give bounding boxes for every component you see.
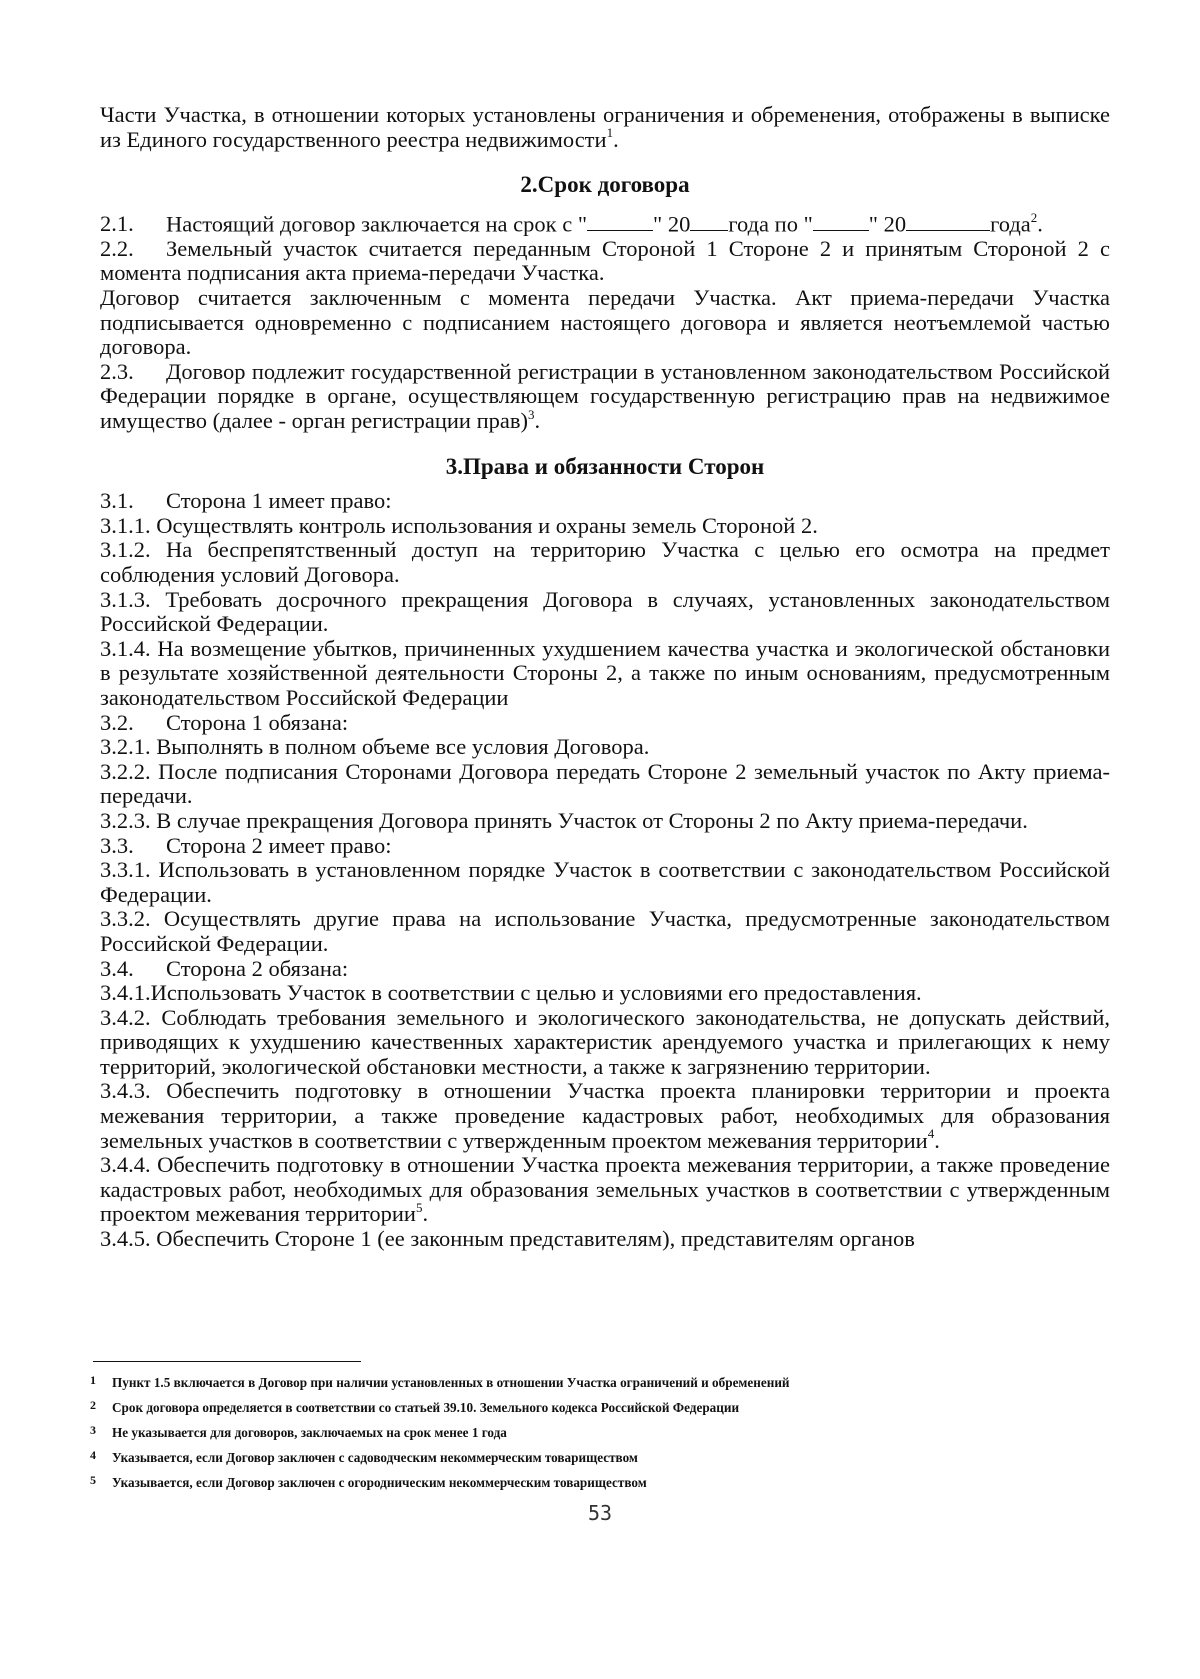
clause-3-1-2: 3.1.2. На беспрепятственный доступ на территорию Участка с целью его осмотра на предмет соблюдения условий Договора. <box>100 537 1110 587</box>
footnote-ref: 5 <box>415 1199 423 1215</box>
blank-field <box>906 208 990 232</box>
footnote-mark: 3 <box>90 1423 96 1437</box>
clause-number: 2.3. <box>100 358 134 384</box>
clause-text: 3.4.3. Обеспечить подготовку в отношении Участка проекта планировки территории и проекта межевания территории, а также проведение кадастровых работ, необходимых для образования земельных участков в соответствии с утвержденным проектом межевания территории <box>100 1078 1110 1153</box>
clause-end: . <box>1037 211 1043 237</box>
clause-text: года по " <box>728 211 813 237</box>
clause-3-3 <box>100 834 1110 859</box>
clause-text: 3.4.4. Обеспечить подготовку в отношении Участка проекта межевания территории, а также проведение кадастровых работ, необходимых для образования земельных участков в соответствии с утвержденным проектом межевания территории <box>100 1152 1110 1227</box>
clause-3-4-1: 3.4.1.Использовать Участок в соответствии с целью и условиями его предоставления. <box>100 980 922 1006</box>
clause-text: Сторона 1 имеет право: <box>166 488 392 514</box>
footnote-item <box>90 1444 1110 1469</box>
footnote-text: Пункт 1.5 включается в Договор при наличии установленных в отношении Участка ограничений и обременений <box>112 1375 790 1390</box>
blank-field <box>690 208 728 232</box>
clause-3-3-2: 3.3.2. Осуществлять другие права на использование Участка, предусмотренные законодательством Российской Федерации. <box>100 906 1110 956</box>
footnote-mark: 1 <box>90 1373 96 1387</box>
clause-3-2-3: 3.2.3. В случае прекращения Договора принять Участок от Стороны 2 по Акту приема-передачи. <box>100 807 1028 833</box>
footnote-ref: 4 <box>927 1126 935 1142</box>
clause-text: года <box>990 211 1031 237</box>
clause-end: . <box>422 1201 429 1227</box>
footnote-ref: 3 <box>528 406 535 422</box>
clause-text: Земельный участок считается переданным Стороной 1 Стороне 2 и принятым Стороной 2 с момента подписания акта приема-передачи Участка. <box>100 235 1110 286</box>
footnote-text: Указывается, если Договор заключен с садоводческим некоммерческим товариществом <box>112 1450 638 1465</box>
clause-text: Сторона 2 имеет право: <box>166 832 392 858</box>
blank-field <box>587 208 653 232</box>
clause-3-1 <box>100 489 1110 514</box>
footnote-item <box>90 1469 1110 1494</box>
clause-number: 3.4. <box>100 955 134 981</box>
footnote-ref: 2 <box>1030 209 1038 225</box>
page-number: 53 <box>587 1501 613 1525</box>
clause-text: Настоящий договор заключается на срок с " <box>166 211 588 237</box>
clause-number: 3.1. <box>100 488 134 514</box>
clause-2-2 <box>100 237 1110 286</box>
clause-3-4-5: 3.4.5. Обеспечить Стороне 1 (ее законным представителям), представителям органов <box>100 1226 915 1252</box>
clause-text: " 20 <box>653 211 691 237</box>
clause-text: Сторона 2 обязана: <box>166 955 349 981</box>
spacer <box>100 434 1110 449</box>
clause-3-3-1: 3.3.1. Использовать в установленном порядке Участок в соответствии с законодательством Российской Федерации. <box>100 857 1110 907</box>
clause-2-3 <box>100 360 1110 434</box>
clause-end: . <box>934 1127 940 1153</box>
section-heading-2: 2.Срок договора <box>520 172 690 198</box>
intro-text: Части Участка, в отношении которых установлены ограничения и обременения, отображены в выписке из Единого государственного реестра недвижимости <box>100 102 1110 152</box>
clause-number: 2.2. <box>100 235 134 261</box>
clause-number: 3.3. <box>100 832 134 858</box>
clause-2-1 <box>100 208 1110 237</box>
intro-end: . <box>613 126 619 152</box>
document-body <box>100 103 1110 1252</box>
footnote-mark: 4 <box>90 1448 96 1462</box>
clause-3-1-3: 3.1.3. Требовать досрочного прекращения Договора в случаях, установленных законодательством Российской Федерации. <box>100 586 1110 637</box>
footnote-text: Указывается, если Договор заключен с огородническим некоммерческим товариществом <box>112 1475 647 1490</box>
footnotes <box>90 1369 1110 1494</box>
clause-3-4-2: 3.4.2. Соблюдать требования земельного и экологического законодательства, не допускать действий, приводящих к ухудшению качественных характеристик арендуемого участка и прилегающих к нему территорий, экологической обстановки местности, а также к загрязнению территории. <box>100 1004 1110 1079</box>
clause-3-2-1: 3.2.1. Выполнять в полном объеме все условия Договора. <box>100 734 650 760</box>
spacer <box>100 152 1110 167</box>
footnote-item <box>90 1419 1110 1444</box>
clause-3-4-4 <box>100 1153 1110 1227</box>
clause-3-4 <box>100 957 1110 982</box>
clause-text: " 20 <box>868 211 907 237</box>
clause-3-4-3 <box>100 1079 1110 1153</box>
section-heading-3: 3.Права и обязанности Сторон <box>445 453 765 479</box>
clause-3-2 <box>100 711 1110 736</box>
clause-3-1-1: 3.1.1. Осуществлять контроль использования и охраны земель Стороной 2. <box>100 512 818 538</box>
clause-number: 2.1. <box>100 211 134 237</box>
footnote-item <box>90 1369 1110 1394</box>
blank-field <box>813 208 869 232</box>
clause-3-2-2: 3.2.2. После подписания Сторонами Договора передать Стороне 2 земельный участок по Акту приема-передачи. <box>100 758 1110 809</box>
footnote-text: Срок договора определяется в соответствии со статьей 39.10. Земельного кодекса Российской Федерации <box>112 1400 740 1415</box>
clause-number: 3.2. <box>100 709 134 735</box>
clause-2-2-continued: Договор считается заключенным с момента передачи Участка. Акт приема-передачи Участка подписывается одновременно с подписанием настоящего договора и является неотъемлемой частью договора. <box>100 285 1110 360</box>
clause-text: Договор подлежит государственной регистрации в установленном законодательством Российской Федерации порядке в органе, осуществляющем государственную регистрацию прав на недвижимое имущество (далее - орган регистрации прав) <box>100 358 1110 434</box>
clause-text: Сторона 1 обязана: <box>166 709 349 735</box>
footnote-divider <box>93 1361 361 1362</box>
intro-paragraph <box>100 103 1110 152</box>
footnote-ref: 1 <box>606 125 614 141</box>
footnote-text: Не указывается для договоров, заключаемых на срок менее 1 года <box>112 1425 507 1440</box>
footnote-mark: 2 <box>90 1398 96 1412</box>
footnote-mark: 5 <box>90 1473 96 1487</box>
clause-end: . <box>534 408 541 434</box>
footnote-item <box>90 1394 1110 1419</box>
clause-3-1-4: 3.1.4. На возмещение убытков, причиненных ухудшением качества участка и экологической обстановки в результате хозяйственной деятельности Стороны 2, а также по иным основаниям, предусмотренным законодательством Российской Федерации <box>100 635 1110 710</box>
